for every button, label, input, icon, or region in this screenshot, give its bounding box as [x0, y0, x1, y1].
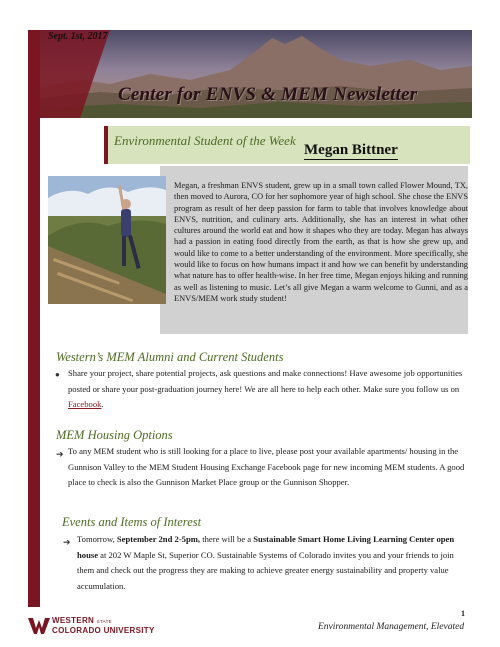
university-name-line1: WESTERN	[52, 616, 95, 625]
arrow-bullet-icon: ➔	[63, 537, 71, 547]
events-detail: at 202 W Maple St, Superior CO. Sustainable Systems of Colorado invites you and your friends to join them and check out the progress they are making to achieve greater energy sustainability and property value accumulation.	[77, 549, 454, 591]
events-section-text	[77, 532, 469, 594]
housing-section-title: MEM Housing Options	[56, 428, 173, 442]
student-of-week-label: Environmental Student of the Week	[114, 133, 296, 148]
alumni-text-end: .	[101, 399, 104, 409]
event-name: Sustainable Smart Home Living Learning Center open house	[77, 534, 455, 560]
issue-date: Sept. 1st, 2017	[48, 31, 108, 42]
events-section-title: Events and Items of Interest	[62, 515, 202, 529]
university-logo-icon	[28, 617, 50, 635]
university-name-line2: COLORADO UNIVERSITY	[52, 625, 155, 635]
events-lead: Tomorrow,	[77, 534, 117, 544]
left-accent-band	[28, 30, 40, 607]
events-mid: there will be a	[200, 534, 254, 544]
event-date: September 2nd 2-5pm,	[116, 534, 201, 544]
arrow-bullet-icon: ➔	[56, 449, 64, 459]
university-wordmark	[52, 617, 155, 635]
university-state-label: STATE	[96, 619, 112, 624]
student-bio-text: Megan, a freshman ENVS student, grew up in a small town called Flower Mound, TX, then moved to Aurora, CO for her sophomore year of high school. She chose the ENVS program as result of her deep passion for farm to table that involves knowledge about ENVS, nutrition, and culinary arts. Additionally, she has an interest in what other cultures around the world eat and how it shapes who they are today. Megan has always had a passion in eating food directly from the earth, as that is how she grew up, and would like to come to a better understanding of the environment. More specifically, she would like to focus on how humans impact it and how we can benefit by understanding what nature has to offer health-wise. In her free time, Megan enjoys hiking and running as well as listening to music. Let’s all give Megan a warm welcome to Gunni, and as a ENVS/MEM work study student!	[174, 181, 468, 303]
alumni-section-text	[68, 366, 468, 413]
alumni-section-title: Western’s MEM Alumni and Current Students	[56, 350, 284, 364]
bullet-icon: ●	[55, 370, 60, 379]
footer-tagline: Environmental Management, Elevated	[318, 622, 465, 632]
newsletter-title: Center for ENVS & MEM Newsletter	[118, 84, 418, 105]
alumni-text-body: Share your project, share potential projects, ask questions and make connections! Have awesome job opportunities posted or share your post-graduation journey here! We are all here to help each other. Make sure you follow us on	[68, 368, 463, 394]
student-name: Megan Bittner	[304, 142, 398, 158]
page-number: 1	[461, 609, 465, 618]
facebook-link[interactable]: Facebook	[68, 399, 102, 409]
student-photo	[48, 176, 166, 304]
housing-section-text: To any MEM student who is still looking for a place to live, please post your available apartments/ housing in the Gunnison Valley to the MEM Student Housing Exchange Facebook page for new incoming MEM students. A good place to check is also the Gunnison Market Place group or the Gunnison Shopper.	[68, 446, 465, 487]
